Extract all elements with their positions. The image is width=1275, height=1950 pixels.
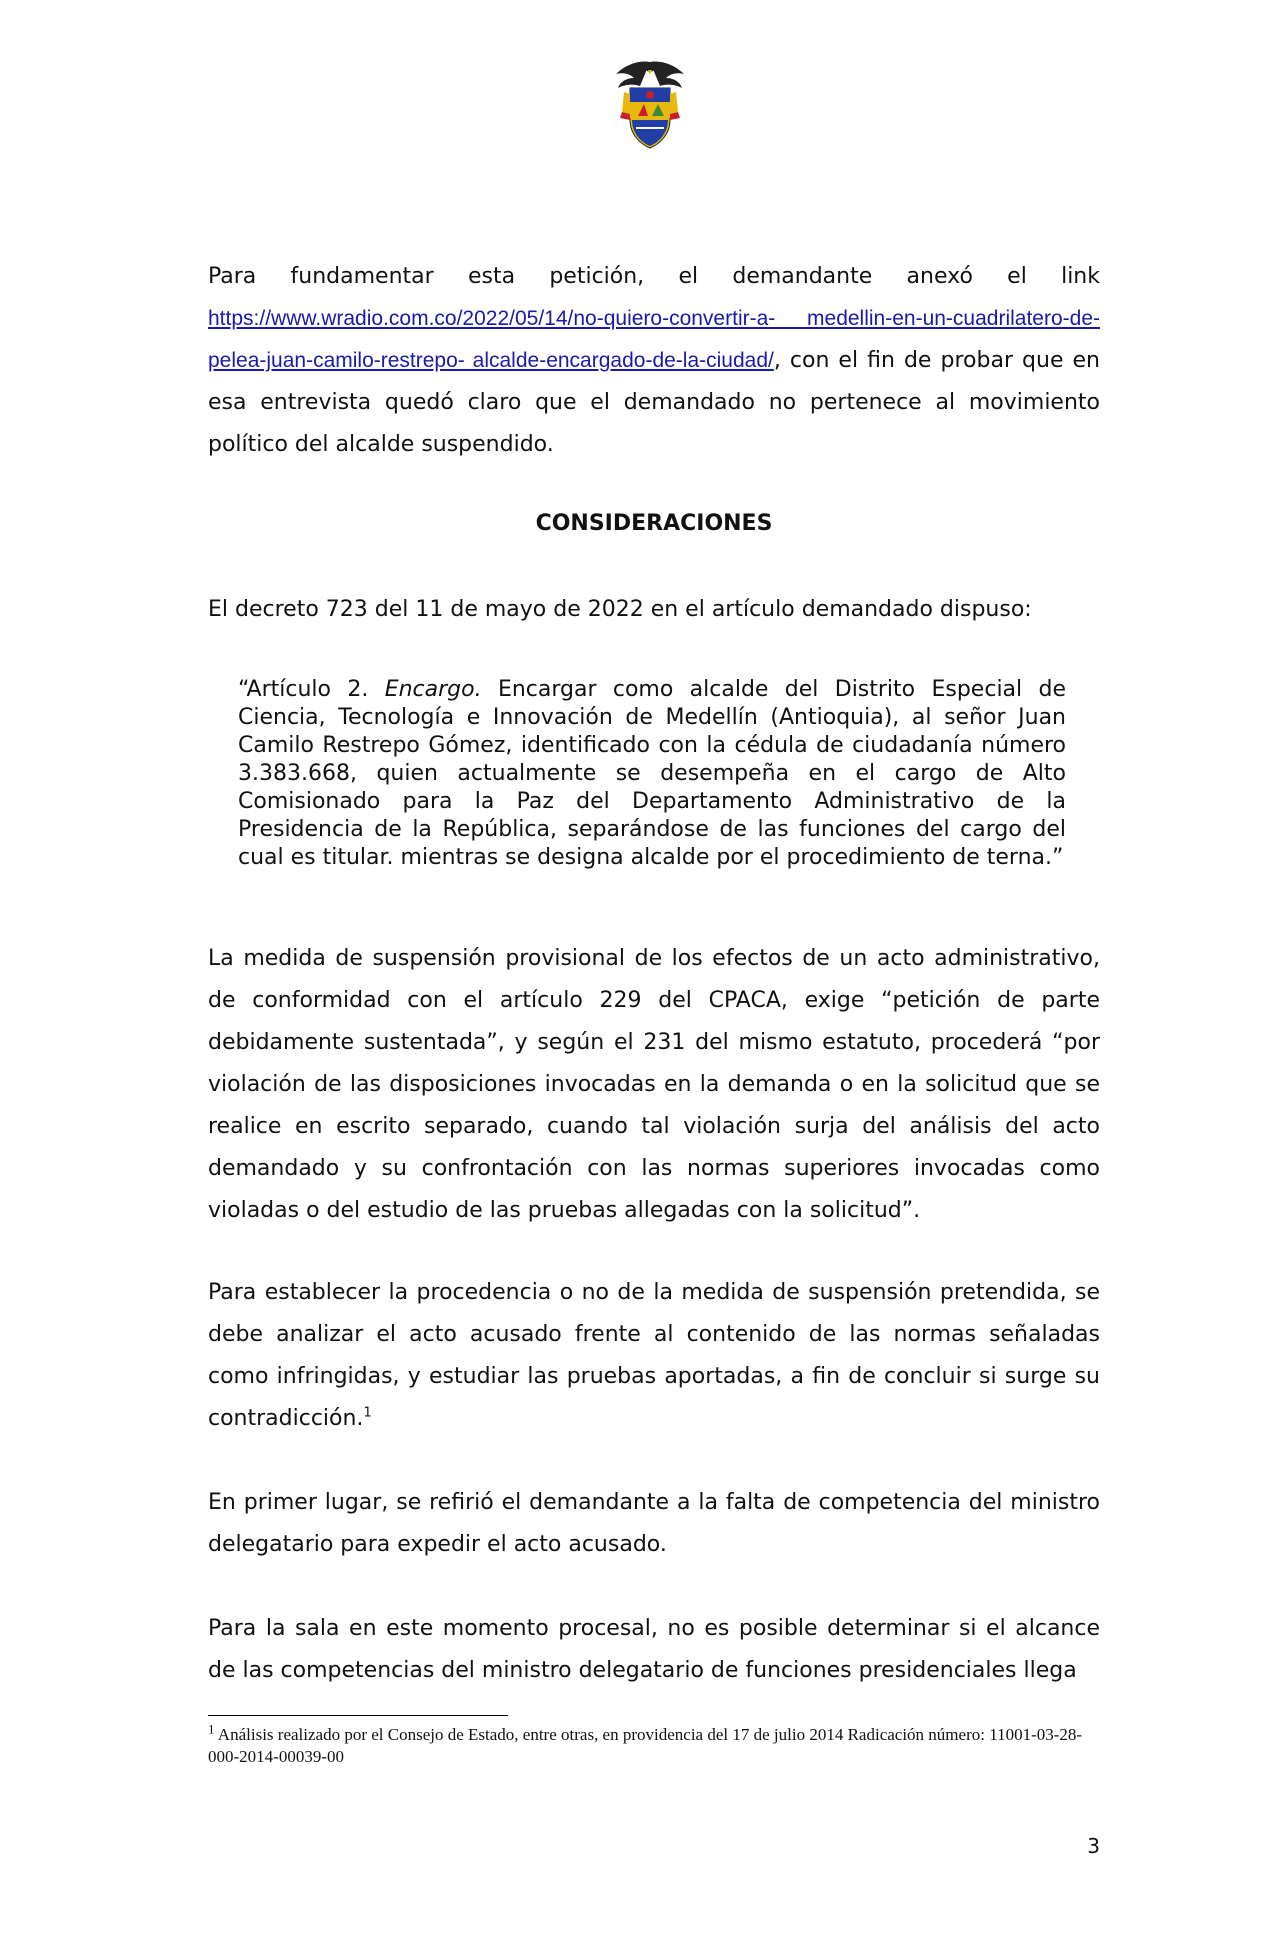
paragraph-sala: Para la sala en este momento procesal, no es posible determinar si el alcance de las competencias del ministro delegatario de funciones presidenciales llega <box>208 1616 1100 1683</box>
paragraph-text: Para establecer la procedencia o no de la medida de suspensión pretendida, se debe analizar el acto acusado frente al contenido de las normas señaladas como infringidas, y estudiar las pruebas aportadas, a fin de concluir si surge su contradicción. <box>208 1280 1100 1431</box>
footnote-text: Análisis realizado por el Consejo de Estado, entre otras, en providencia del 17 de julio 2014 Radicación número: 11001-03-28-000-2014-00039-00 <box>208 1725 1083 1766</box>
paragraph-link-reference <box>208 256 1100 466</box>
footnote-divider <box>208 1715 508 1716</box>
quote-text: Encargar como alcalde del Distrito Especial de Ciencia, Tecnología e Innovación de Medellín (Antioquia), al señor Juan Camilo Restrepo Gómez, identificado con la cédula de ciudadanía número 3.383.668, quien actualmente se desempeña en el cargo de Alto Comisionado para la Paz del Departamento Administrativo de la Presidencia de la República, separándose de las funciones del cargo del cual es titular. mientras se designa alcalde por el procedimiento de terna.” <box>238 677 1066 870</box>
quote-text: “Artículo 2. <box>238 677 385 702</box>
colombia-coat-of-arms-icon <box>612 58 688 152</box>
block-quote <box>238 676 1066 872</box>
paragraph-text: Para fundamentar esta petición, el demandante anexó el link <box>208 264 1100 289</box>
paragraph-text: , con el fin de probar que en esa entrevista quedó claro que el demandado no pertenece al movimiento político del alcalde suspendido. <box>208 348 1100 457</box>
paragraph-competencia: En primer lugar, se refirió el demandante a la falta de competencia del ministro delegatario para expedir el acto acusado. <box>208 1490 1100 1557</box>
footnote-number: 1 <box>208 1721 215 1737</box>
footnote <box>208 1721 1100 1768</box>
footnote-reference[interactable]: 1 <box>363 1405 372 1421</box>
page-number: 3 <box>1087 1834 1100 1858</box>
source-link[interactable]: https://www.wradio.com.co/2022/05/14/no-quiero-convertir-a- medellin-en-un-cuadrilatero-de-pelea-juan-camilo-restrepo- alcalde-encargado-de-la-ciudad/ <box>208 307 1100 372</box>
paragraph-procedencia <box>208 1272 1100 1440</box>
section-heading: CONSIDERACIONES <box>535 511 773 536</box>
quote-italic-term: Encargo. <box>384 677 482 702</box>
paragraph-decree: El decreto 723 del 11 de mayo de 2022 en el artículo demandado dispuso: <box>208 597 1032 622</box>
paragraph-suspension: La medida de suspensión provisional de los efectos de un acto administrativo, de conformidad con el artículo 229 del CPACA, exige “petición de parte debidamente sustentada”, y según el 231 del mismo estatuto, procederá “por violación de las disposiciones invocadas en la demanda o en la solicitud que se realice en escrito separado, cuando tal violación surja del análisis del acto demandado y su confrontación con las normas superiores invocadas como violadas o del estudio de las pruebas allegadas con la solicitud”. <box>208 946 1100 1223</box>
